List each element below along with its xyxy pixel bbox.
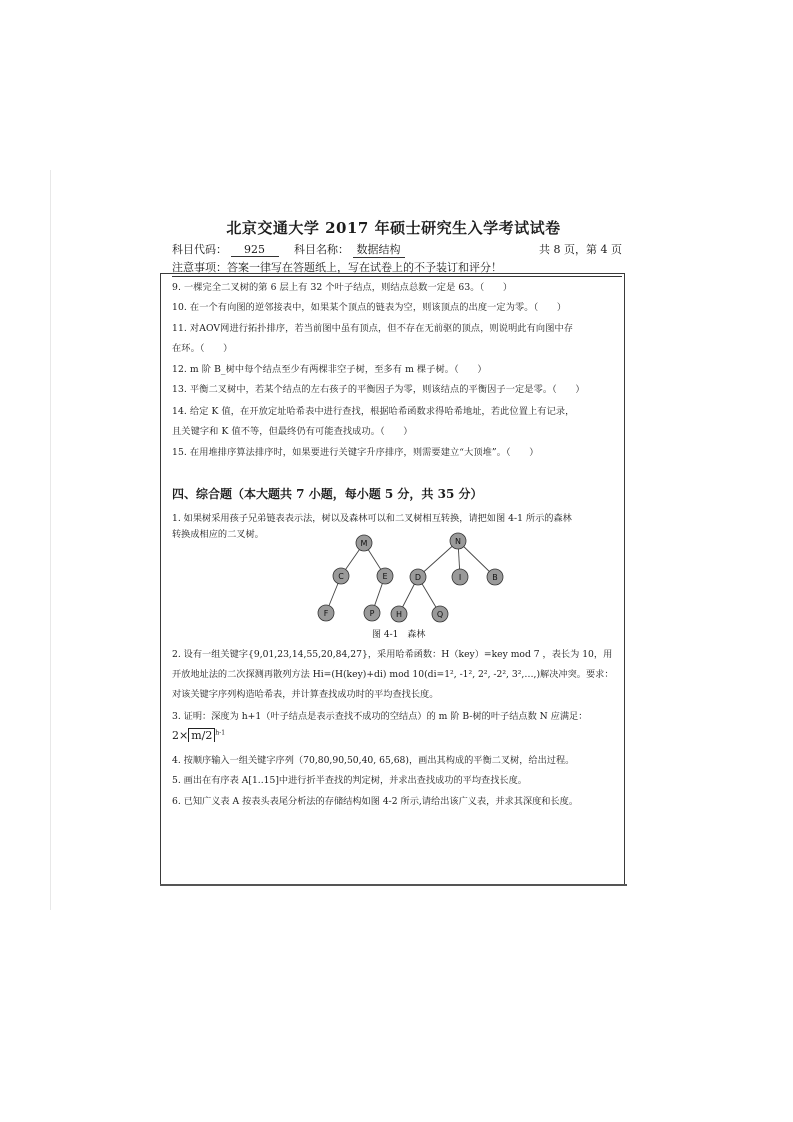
- judge-line: 且关键字和 K 值不等，但最终仍有可能查找成功。（ ）: [172, 426, 413, 437]
- subject-name-label: 科目名称：: [294, 243, 349, 256]
- formula-exponent: h-1: [215, 729, 226, 737]
- question-1-line: 1. 如果树采用孩子兄弟链表表示法，树以及森林可以和二叉树相互转换，请把如图 4-1 所示的森林: [172, 513, 572, 524]
- judge-line: 13. 平衡二叉树中，若某个结点的左右孩子的平衡因子为零，则该结点的平衡因子一定是零。（ ）: [172, 384, 585, 395]
- question-line: 3. 证明：深度为 h+1（叶子结点是表示查找不成功的空结点）的 m 阶 B-树的叶子结点数 N 应满足：: [172, 711, 588, 722]
- judge-line: 10. 在一个有向图的逆邻接表中，如果某个顶点的链表为空，则该顶点的出度一定为零。（ ）: [172, 302, 567, 313]
- judge-line: 14. 给定 K 值，在开放定址哈希表中进行查找，根据哈希函数求得哈希地址，若此位置上有记录，: [172, 406, 575, 417]
- node-label: M: [360, 539, 368, 548]
- node-label: P: [369, 609, 375, 618]
- question-line: 6. 已知广义表 A 按表头表尾分析法的存储结构如图 4-2 所示,请给出该广义表，并求其深度和长度。: [172, 796, 579, 807]
- formula-prefix: 2×: [172, 729, 189, 742]
- node-label: F: [323, 609, 329, 618]
- question-line: 5. 画出在有序表 A[1..15]中进行折半查找的判定树，并求出查找成功的平均查找长度。: [172, 775, 527, 786]
- subject-code-label: 科目代码：: [172, 243, 227, 256]
- exam-meta-row: [172, 241, 622, 259]
- node-label: C: [338, 572, 344, 581]
- page-counter: 共 8 页，第 4 页: [539, 243, 622, 256]
- formula-ceil: m/2: [188, 728, 215, 742]
- subject-code-value: 925: [231, 243, 279, 257]
- bottom-rule: [160, 884, 627, 886]
- exam-notice: 注意事项：答案一律写在答题纸上，写在试卷上的不予装订和评分！: [172, 259, 622, 277]
- question-1-line: 转换成相应的二叉树。: [172, 529, 264, 540]
- node-label: I: [458, 573, 462, 582]
- page-title: 北京交通大学 2017 年硕士研究生入学考试试卷: [226, 219, 561, 237]
- node-label: E: [382, 572, 388, 581]
- question-line: 4. 按顺序输入一组关键字序列（70,80,90,50,40, 65,68)，画出其构成的平衡二叉树，给出过程。: [172, 755, 575, 766]
- question-line: 对该关键字序列构造哈希表，并计算查找成功时的平均查找长度。: [172, 689, 439, 700]
- node-label: Q: [436, 610, 444, 619]
- section-title: 四、综合题（本大题共 7 小题，每小题 5 分，共 35 分）: [172, 487, 483, 501]
- judge-line: 15. 在用堆排序算法排序时，如果要进行关键字升序排序，则需要建立“大顶堆”。（ ）: [172, 447, 539, 458]
- judge-line: 在环。（ ）: [172, 343, 233, 354]
- scan-edge: [50, 170, 51, 910]
- figure-caption: 图 4-1 森林: [372, 630, 426, 640]
- judge-line: 11. 对AOV网进行拓扑排序，若当前图中虽有顶点，但不存在无前驱的顶点，则说明此有向图中存: [172, 323, 574, 334]
- subject-name-value: 数据结构: [353, 241, 405, 258]
- forest-figure: [300, 530, 530, 640]
- question-line: 2. 设有一组关键字{9,01,23,14,55,20,84,27}，采用哈希函数：H（key）=key mod 7 ，表长为 10，用: [172, 649, 613, 660]
- judge-line: 9. 一棵完全二叉树的第 6 层上有 32 个叶子结点，则结点总数一定是 63。（ ）: [172, 282, 513, 293]
- node-label: D: [414, 573, 422, 582]
- node-label: H: [395, 610, 403, 619]
- judge-line: 12. m 阶 B_树中每个结点至少有两棵非空子树，至多有 m 棵子树。（ ）: [172, 364, 487, 375]
- formula: [172, 729, 225, 742]
- question-line: 开放地址法的二次探测再散列方法 Hi=(H(key)+di) mod 10(di=1², -1², 2², -2², 3²,…,)解决冲突。要求：: [172, 669, 614, 680]
- node-label: N: [455, 537, 461, 546]
- node-label: B: [492, 573, 498, 582]
